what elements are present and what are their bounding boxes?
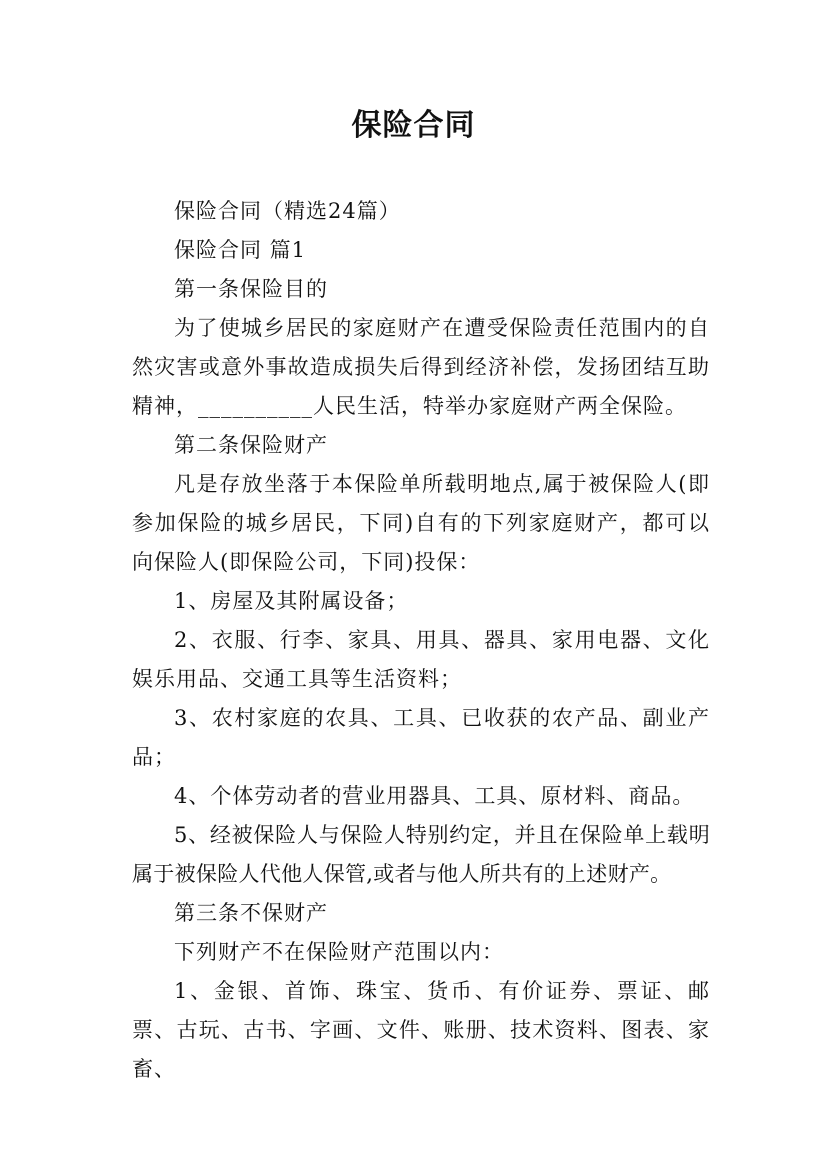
article-heading-3: 第三条不保财产 xyxy=(174,901,328,925)
article-heading-1: 第一条保险目的 xyxy=(174,277,328,301)
article-3-paragraph: 下列财产不在保险财产范围以内： xyxy=(174,940,504,964)
document-body xyxy=(132,192,710,1089)
article-2-item-2: 2、衣服、行李、家具、用具、器具、家用电器、文化娱乐用品、交通工具等生活资料； xyxy=(132,628,710,691)
article-3-item-1: 1、金银、首饰、珠宝、货币、有价证券、票证、邮票、古玩、古书、字画、文件、账册、技术资料、图表、家畜、 xyxy=(132,979,710,1081)
article-2-item-4: 4、个体劳动者的营业用器具、工具、原材料、商品。 xyxy=(174,784,695,808)
article-1-paragraph: 为了使城乡居民的家庭财产在遭受保险责任范围内的自然灾害或意外事故造成损失后得到经济补偿，发扬团结互助精神，__________人民生活，特举办家庭财产两全保险。 xyxy=(132,316,710,418)
section-heading-part-1: 保险合同 篇1 xyxy=(174,238,307,262)
article-2-item-3: 3、农村家庭的农具、工具、已收获的农产品、副业产品； xyxy=(132,706,710,769)
article-2-paragraph: 凡是存放坐落于本保险单所载明地点,属于被保险人(即参加保险的城乡居民，下同)自有的下列家庭财产，都可以向保险人(即保险公司，下同)投保： xyxy=(132,472,710,574)
article-2-item-5: 5、经被保险人与保险人特别约定，并且在保险单上载明属于被保险人代他人保管,或者与他人所共有的上述财产。 xyxy=(132,823,710,886)
article-2-item-1: 1、房屋及其附属设备； xyxy=(174,589,409,613)
subtitle-paragraph: 保险合同（精选24篇） xyxy=(174,199,401,223)
document-title: 保险合同 xyxy=(351,108,476,143)
article-heading-2: 第二条保险财产 xyxy=(174,433,328,457)
